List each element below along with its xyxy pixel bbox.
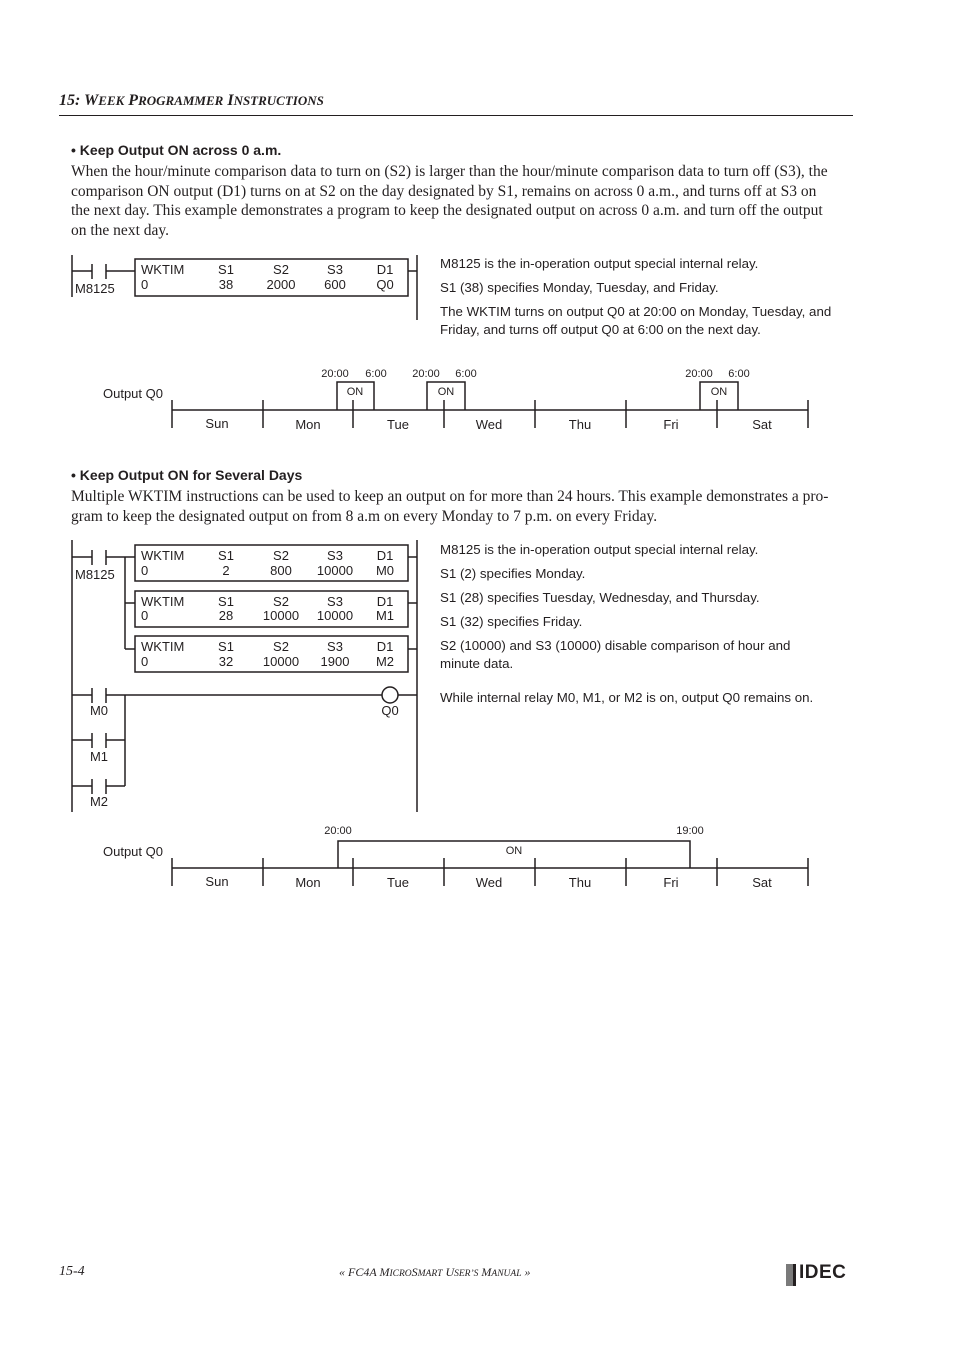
day-label: Mon xyxy=(295,875,321,890)
coil-q0 xyxy=(382,687,398,703)
day-label: Wed xyxy=(475,417,503,432)
pulse-end: 19:00 xyxy=(676,825,704,837)
contact-label: M0 xyxy=(89,703,109,718)
day-label: Sat xyxy=(752,875,772,890)
block-value: 38 xyxy=(218,277,234,292)
block-head: S1 xyxy=(218,639,234,654)
manual-title: « FC4A MICROSMART USER’S MANUAL » xyxy=(339,1265,531,1279)
block-value: M0 xyxy=(375,563,395,578)
block-value: 10000 xyxy=(262,608,300,623)
block-num: 0 xyxy=(141,277,149,292)
block-head: S2 xyxy=(273,594,289,609)
day-label: Sun xyxy=(205,416,229,431)
block-head: S2 xyxy=(273,639,289,654)
on-label: ON xyxy=(710,386,728,398)
day-label: Thu xyxy=(568,417,592,432)
day-label: Wed xyxy=(475,875,503,890)
block-name: WKTIM xyxy=(141,594,185,609)
block-value: 1900 xyxy=(320,654,350,669)
pulse-start: 20:00 xyxy=(412,368,440,380)
block-head: D1 xyxy=(376,594,394,609)
day-label: Fri xyxy=(663,417,679,432)
block-num: 0 xyxy=(141,563,149,578)
timing-label: Output Q0 xyxy=(103,386,163,401)
pulse-end: 6:00 xyxy=(365,368,387,380)
block-value: M1 xyxy=(375,608,395,623)
block-name: WKTIM xyxy=(141,262,185,277)
block-value: 800 xyxy=(270,563,292,578)
day-label: Thu xyxy=(568,875,592,890)
section1-paragraph: When the hour/minute comparison data to turn on (S2) is larger than the hour/minute comparison data to turn off (S3), the comparison ON output (D1) turns on at S2 on the day designated by S1, remains on across 0 a.m., and turns off at S3 on the next day. This example demonstrates a program to keep the designated output on across 0 a.m. and turn off the output on the next day. xyxy=(71,163,828,239)
on-label: ON xyxy=(437,386,455,398)
section2-heading: • Keep Output ON for Several Days xyxy=(71,467,303,483)
block-name: WKTIM xyxy=(141,548,185,563)
block-value: M2 xyxy=(375,654,395,669)
block-head: D1 xyxy=(376,548,394,563)
block-value: 2 xyxy=(222,563,230,578)
on-label: ON xyxy=(505,845,523,857)
block-head: S3 xyxy=(327,639,343,654)
block-name: WKTIM xyxy=(141,639,185,654)
block-head: S2 xyxy=(273,262,289,277)
block-head: S3 xyxy=(327,548,343,563)
idec-logo-mark xyxy=(786,1264,796,1286)
block-value: 28 xyxy=(218,608,234,623)
block-value: 600 xyxy=(324,277,346,292)
section2-paragraph: Multiple WKTIM instructions can be used to keep an output on for more than 24 hours. This example demonstrates a pro- gram to keep the designated output on from 8 a.m on every Monday to 7 p.m. on every Friday. xyxy=(71,488,829,525)
block-head: S1 xyxy=(218,262,234,277)
block-value: 32 xyxy=(218,654,234,669)
block-value: 2000 xyxy=(266,277,296,292)
timing-label: Output Q0 xyxy=(103,844,163,859)
on-label: ON xyxy=(346,386,364,398)
section1-heading: • Keep Output ON across 0 a.m. xyxy=(71,142,282,158)
block-head: S1 xyxy=(218,594,234,609)
block-num: 0 xyxy=(141,654,149,669)
block-head: D1 xyxy=(376,262,394,277)
pulse-start: 20:00 xyxy=(324,825,352,837)
pulse-start: 20:00 xyxy=(321,368,349,380)
block-head: S2 xyxy=(273,548,289,563)
contact-label: M8125 xyxy=(75,567,115,582)
block-num: 0 xyxy=(141,608,149,623)
contact-label: M8125 xyxy=(75,281,115,296)
day-label: Sun xyxy=(205,874,229,889)
page-number: 15-4 xyxy=(59,1264,85,1279)
contact-label: M2 xyxy=(89,794,109,809)
block-head: S1 xyxy=(218,548,234,563)
idec-logo: IDEC xyxy=(799,1262,847,1283)
day-label: Mon xyxy=(295,417,321,432)
section1-notes: M8125 is the in-operation output special internal relay. S1 (38) specifies Monday, Tuesday, and Friday. The WKTIM turns on output Q0 at 20:00 on Monday, Tuesday, and Friday, and turns off output Q0 at 6:00 on the next day. xyxy=(440,256,832,337)
pulse-end: 6:00 xyxy=(728,368,750,380)
block-head: D1 xyxy=(376,639,394,654)
pulse-end: 6:00 xyxy=(455,368,477,380)
coil-label: Q0 xyxy=(381,703,399,718)
block-value: 10000 xyxy=(316,563,354,578)
section2-notes: M8125 is the in-operation output special internal relay. S1 (2) specifies Monday. S1 (28) specifies Tuesday, Wednesday, and Thursday. S1 (32) specifies Friday. S2 (10000) and S3 (10000) disable comparison of hour and minute data. While internal relay M0, M1, or M2 is on, output Q0 remains on. xyxy=(440,542,814,705)
block-value: 10000 xyxy=(316,608,354,623)
block-value: 10000 xyxy=(262,654,300,669)
pulse-start: 20:00 xyxy=(685,368,713,380)
block-value: Q0 xyxy=(376,277,394,292)
day-label: Sat xyxy=(752,417,772,432)
contact-label: M1 xyxy=(89,749,109,764)
day-label: Tue xyxy=(387,417,409,432)
block-head: S3 xyxy=(327,262,343,277)
chapter-header: 15: WEEK PROGRAMMER INSTRUCTIONS xyxy=(59,92,324,109)
day-label: Tue xyxy=(387,875,409,890)
day-label: Fri xyxy=(663,875,679,890)
block-head: S3 xyxy=(327,594,343,609)
